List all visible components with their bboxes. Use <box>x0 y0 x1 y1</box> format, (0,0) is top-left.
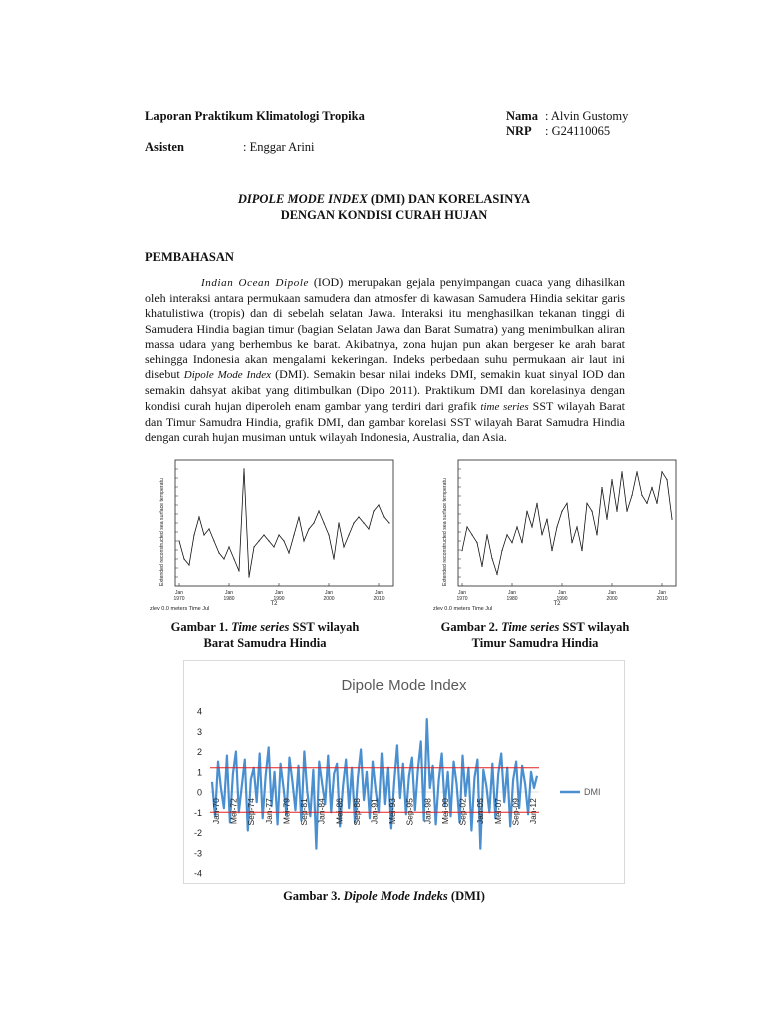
sst-point <box>253 546 254 547</box>
sst-point <box>476 542 477 543</box>
caption-italic: Time series <box>501 620 560 634</box>
y-tick-label: 2 <box>196 747 202 757</box>
x-tick-label: 2000 <box>323 596 335 602</box>
y-tick-label: 4 <box>196 706 202 717</box>
y-tick-label: -2 <box>193 828 202 838</box>
nama-value: : Alvin Gustomy <box>545 109 629 123</box>
sst-point <box>486 534 487 535</box>
y-tick-label: -3 <box>193 848 202 859</box>
x-tick-label: 2010 <box>656 596 668 602</box>
sst-point <box>363 522 364 523</box>
sst-point <box>348 534 349 535</box>
sst-point <box>373 510 374 511</box>
sst-point <box>551 550 552 551</box>
x-tick-label: Jan-91 <box>369 798 380 825</box>
x-tick-label: Jan <box>507 590 517 596</box>
sst-series-line <box>462 472 672 574</box>
caption-italic: Dipole Mode Indeks <box>343 889 448 903</box>
x-tick-label: Jan-77 <box>263 798 274 825</box>
sst-point <box>278 534 279 535</box>
x-tick-label: 1980 <box>506 596 518 602</box>
sst-point <box>671 518 672 519</box>
body-paragraph <box>145 275 625 445</box>
sst-point <box>556 526 557 527</box>
sst-east-chart <box>433 456 683 614</box>
sst-point <box>193 534 194 535</box>
sst-point <box>606 518 607 519</box>
sst-point <box>318 510 319 511</box>
sst-point <box>303 540 304 541</box>
sst-point <box>273 546 274 547</box>
sst-point <box>601 487 602 488</box>
x-tick-label: Mei-79 <box>281 798 292 825</box>
sst-point <box>378 504 379 505</box>
sst-point <box>308 528 309 529</box>
sst-point <box>388 522 389 523</box>
sst-point <box>228 546 229 547</box>
plot-frame <box>458 460 676 586</box>
section-heading: PEMBAHASAN <box>145 250 234 264</box>
paragraph-italic-1: Indian Ocean Dipole <box>201 277 310 289</box>
sst-point <box>591 511 592 512</box>
x-tick-label: Mei-93 <box>387 798 398 825</box>
sst-point <box>666 479 667 480</box>
x-tick-label: Jan <box>174 590 184 596</box>
x-tick-label: Sep-95 <box>404 798 415 826</box>
sst-point <box>198 516 199 517</box>
caption-rest: (DMI) <box>447 889 485 903</box>
nrp-value: : G24110065 <box>545 124 611 138</box>
sst-west-chart <box>150 456 400 614</box>
sst-point <box>656 503 657 504</box>
sst-series-line <box>179 469 389 577</box>
figure-2-sst-east <box>433 456 683 614</box>
x-tick-label: Sep-09 <box>510 798 521 826</box>
paragraph-text-1: (IOD) merupakan gejala penyimpangan cuaca yang dihasilkan oleh interaksi antara permukaan samudera dan atmosfer di kawasan Samudera Hindia sekitar garis khatulistiwa (tropis) dan di sebelah selatan Jawa. Interaksi itu menghasilkan tekanan tinggi di Samudera Hindia bagian timur (bagian Selatan Jawa dan Barat Sumatra) yang menimbulkan aliran massa udara yang berhembus ke barat. Akibatnya, zona hujan pun akan bergeser ke arah barat sehingga Indonesia akan mengalami kekeringan. Indeks perbedaan suhu permukaan air laut ini disebut <box>145 275 625 382</box>
sst-point <box>576 526 577 527</box>
y-axis-label: Extended reconstructed sea surface temperatu <box>159 478 165 586</box>
sst-point <box>481 566 482 567</box>
sst-point <box>531 526 532 527</box>
sst-point <box>288 552 289 553</box>
x-tick-label: Jan <box>224 590 234 596</box>
x-tick-label: 2010 <box>373 596 385 602</box>
dmi-chart <box>184 661 624 883</box>
paragraph-italic-3: time series <box>480 400 529 413</box>
caption-rest: SST wilayah <box>289 620 360 634</box>
sst-point <box>298 516 299 517</box>
sst-point <box>631 495 632 496</box>
nrp-label: NRP <box>506 124 532 138</box>
x-tick-label: Jan <box>557 590 567 596</box>
paragraph-italic-2: Dipole Mode Index <box>183 369 271 382</box>
x-axis-label: T2 <box>553 601 561 607</box>
x-tick-label: Jan <box>457 590 467 596</box>
report-title: Laporan Praktikum Klimatologi Tropika <box>145 109 365 123</box>
sst-point <box>333 558 334 559</box>
sst-point <box>208 528 209 529</box>
sst-point <box>526 511 527 512</box>
caption-prefix: Gambar 1. <box>170 620 232 634</box>
x-tick-label: Sep-81 <box>299 798 310 826</box>
x-tick-label: Jan <box>374 590 384 596</box>
sst-point <box>651 487 652 488</box>
sst-point <box>626 511 627 512</box>
sst-point <box>511 542 512 543</box>
y-tick-label: -1 <box>193 807 202 818</box>
sst-point <box>218 552 219 553</box>
x-tick-label: 2000 <box>606 596 618 602</box>
x-tick-label: Jan <box>607 590 617 596</box>
sst-point <box>501 550 502 551</box>
sst-point <box>323 522 324 523</box>
sst-point <box>586 503 587 504</box>
x-tick-label: Jan <box>274 590 284 596</box>
sst-point <box>223 558 224 559</box>
sst-point <box>621 471 622 472</box>
sst-point <box>646 503 647 504</box>
x-axis-label: T2 <box>270 601 278 607</box>
figure-3-caption <box>0 888 768 904</box>
y-tick-label: 3 <box>196 726 202 737</box>
sst-point <box>313 522 314 523</box>
y-tick-label: 1 <box>196 767 202 778</box>
sst-point <box>248 576 249 577</box>
sst-point <box>238 570 239 571</box>
sst-point <box>636 471 637 472</box>
sst-point <box>471 534 472 535</box>
x-tick-label: 1970 <box>456 596 468 602</box>
figure-3-dmi <box>183 660 625 884</box>
sst-point <box>243 468 244 469</box>
x-tick-label: Jan-70 <box>211 798 221 825</box>
x-tick-label: Mei-07 <box>492 798 503 825</box>
sst-point <box>283 540 284 541</box>
sst-point <box>546 518 547 519</box>
sst-point <box>561 511 562 512</box>
x-tick-label: Mei-00 <box>439 798 450 825</box>
sst-point <box>521 542 522 543</box>
sst-point <box>343 546 344 547</box>
x-tick-label: Mei-72 <box>228 798 239 825</box>
nama-label: Nama <box>506 109 538 123</box>
sst-point <box>268 540 269 541</box>
y-axis-label: Extended reconstructed sea surface temperatu <box>442 478 448 586</box>
sst-point <box>611 479 612 480</box>
legend-label: DMI <box>584 787 601 797</box>
footer-label: zlev 0.0 meters Time Jul <box>433 606 493 612</box>
dmi-series-line <box>212 719 537 849</box>
sst-point <box>338 522 339 523</box>
sst-point <box>461 550 462 551</box>
sst-point <box>203 534 204 535</box>
plot-frame <box>175 460 393 586</box>
caption-italic: Time series <box>231 620 290 634</box>
x-tick-label: Mei-86 <box>334 798 345 825</box>
title-italic: DIPOLE MODE INDEX <box>237 192 368 206</box>
sst-point <box>258 540 259 541</box>
x-tick-label: Jan-12 <box>528 798 538 825</box>
sst-point <box>213 540 214 541</box>
sst-point <box>293 534 294 535</box>
title-rest: (DMI) DAN KORELASINYA <box>367 192 531 206</box>
x-tick-label: Jan-98 <box>422 798 433 825</box>
sst-point <box>368 528 369 529</box>
sst-point <box>178 540 179 541</box>
sst-point <box>188 564 189 565</box>
caption-line-2: Timur Samudra Hindia <box>471 636 599 650</box>
figure-2-caption <box>410 619 660 651</box>
sst-point <box>571 542 572 543</box>
x-tick-label: Sep-02 <box>457 798 468 826</box>
caption-rest: SST wilayah <box>559 620 630 634</box>
sst-point <box>581 550 582 551</box>
sst-point <box>566 503 567 504</box>
x-tick-label: Jan <box>324 590 334 596</box>
sst-point <box>506 534 507 535</box>
sst-point <box>328 534 329 535</box>
x-tick-label: Sep-88 <box>351 798 362 826</box>
x-tick-label: Sep-74 <box>246 798 257 826</box>
x-tick-label: 1990 <box>556 596 568 602</box>
paragraph-text-2: (DMI). Semakin besar nilai indeks DMI, semakin kuat sinyal IOD dan semakin dahsyat akibat yang ditimbulkan (Dipo 2011). Praktikum DMI dan korelasinya dengan kondisi curah hujan diperoleh enam gambar yang terdiri dari grafik <box>145 367 625 413</box>
sst-point <box>496 574 497 575</box>
sst-point <box>536 503 537 504</box>
footer-label: zlev 0.0 meters Time Jul <box>150 606 210 612</box>
x-tick-label: 1990 <box>273 596 285 602</box>
sst-point <box>516 526 517 527</box>
asisten-label: Asisten <box>145 140 184 154</box>
paragraph-text-3: SST wilayah Barat dan Timur Samudra Hindia, grafik DMI, dan gambar korelasi SST wilayah Barat Samudra Hindia dengan curah hujan musiman untuk wilayah Indonesia, Australia, dan Asia. <box>145 398 626 445</box>
sst-point <box>233 558 234 559</box>
sst-point <box>541 534 542 535</box>
sst-point <box>491 558 492 559</box>
sst-point <box>641 495 642 496</box>
sst-point <box>616 511 617 512</box>
asisten-value: : Enggar Arini <box>243 140 315 154</box>
sst-point <box>466 526 467 527</box>
sst-point <box>596 534 597 535</box>
sst-point <box>183 558 184 559</box>
x-tick-label: Jan-05 <box>475 798 486 825</box>
x-tick-label: Jan <box>657 590 667 596</box>
figure-1-caption <box>140 619 390 651</box>
y-tick-label: 0 <box>196 787 202 798</box>
y-tick-label: -4 <box>193 868 202 879</box>
chart-title: Dipole Mode Index <box>341 677 467 694</box>
caption-line-2: Barat Samudra Hindia <box>203 636 327 650</box>
sst-point <box>661 471 662 472</box>
title-line-2: DENGAN KONDISI CURAH HUJAN <box>280 208 488 222</box>
figure-1-sst-west <box>150 456 400 614</box>
sst-point <box>353 522 354 523</box>
document-title <box>0 191 768 223</box>
x-tick-label: 1980 <box>223 596 235 602</box>
sst-point <box>263 534 264 535</box>
x-tick-label: Jan-84 <box>316 798 327 825</box>
caption-prefix: Gambar 3. <box>283 889 344 903</box>
caption-prefix: Gambar 2. <box>440 620 502 634</box>
x-tick-label: 1970 <box>173 596 185 602</box>
sst-point <box>358 516 359 517</box>
sst-point <box>383 516 384 517</box>
